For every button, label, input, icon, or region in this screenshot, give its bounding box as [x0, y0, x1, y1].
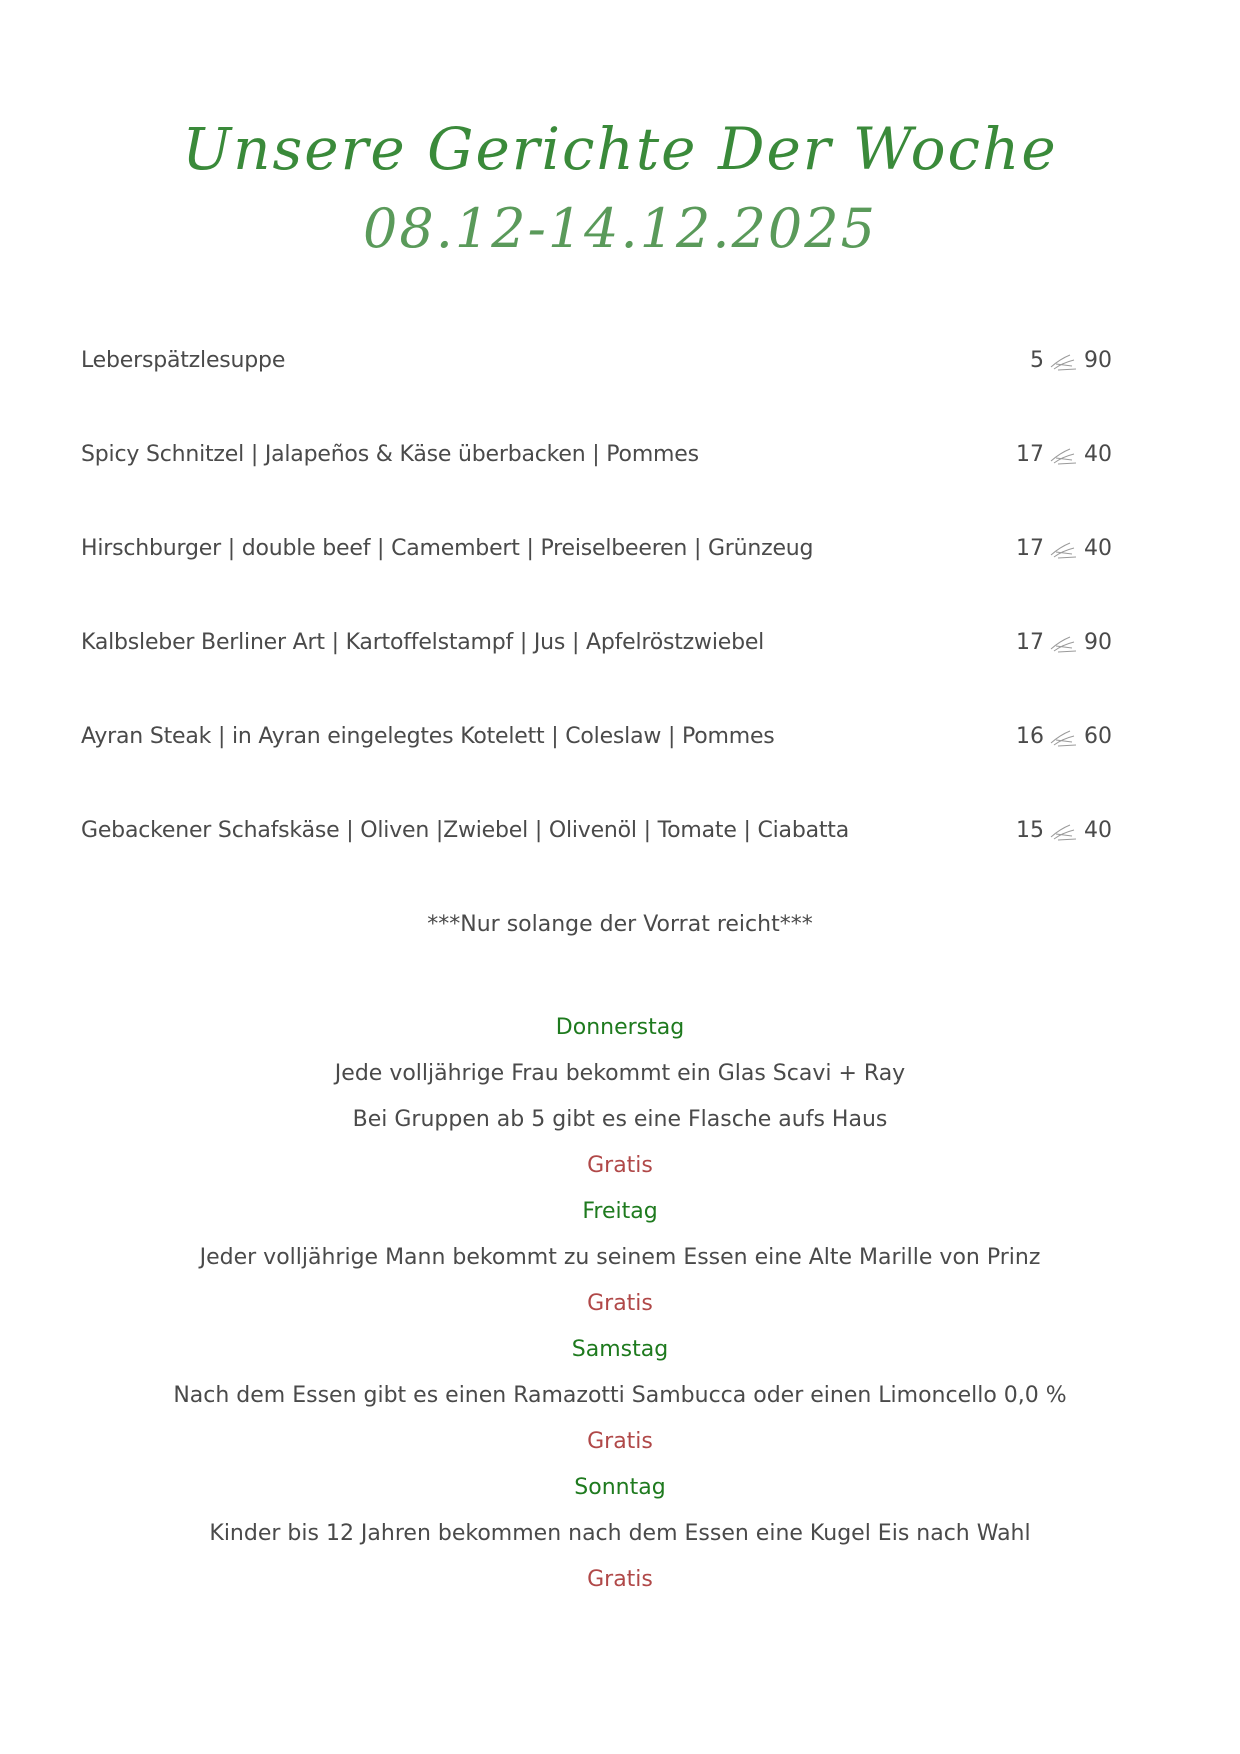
- dish-price: [1016, 536, 1126, 561]
- dish-name: Leberspätzlesuppe: [81, 348, 286, 373]
- euro-scribble-icon: [1048, 537, 1080, 561]
- special-description: Jede volljährige Frau bekommt ein Glas Scavi + Ray: [334, 1061, 906, 1086]
- menu-item: [81, 724, 1126, 818]
- menu-item: [81, 630, 1126, 724]
- stock-note: ***Nur solange der Vorrat reicht***: [427, 912, 813, 937]
- menu-item: [81, 818, 1126, 912]
- menu-item: [81, 442, 1126, 536]
- special-day-saturday: Samstag: [571, 1337, 669, 1362]
- page-title: [0, 115, 1240, 260]
- euro-scribble-icon: [1048, 631, 1080, 655]
- dish-price: [1016, 442, 1126, 467]
- special-day-thursday: Donnerstag: [555, 1015, 685, 1040]
- special-free-label: Gratis: [587, 1429, 653, 1454]
- euro-scribble-icon: [1048, 819, 1080, 843]
- dish-price: [1016, 818, 1126, 843]
- price-cents: 60: [1084, 724, 1112, 749]
- title-text: Unsere Gerichte Der Woche: [182, 115, 1058, 183]
- price-cents: 90: [1084, 630, 1112, 655]
- special-free-label: Gratis: [587, 1567, 653, 1592]
- dish-price: [1016, 348, 1126, 373]
- price-euros: 16: [1016, 724, 1044, 749]
- dish-name: Ayran Steak | in Ayran eingelegtes Kotelett | Coleslaw | Pommes: [81, 724, 775, 749]
- dish-price: [1016, 724, 1126, 749]
- price-euros: 17: [1016, 536, 1044, 561]
- price-euros: 17: [1016, 442, 1044, 467]
- special-description: Jeder volljährige Mann bekommt zu seinem Essen eine Alte Marille von Prinz: [199, 1245, 1041, 1270]
- euro-scribble-icon: [1048, 443, 1080, 467]
- menu-item: [81, 536, 1126, 630]
- special-description: Kinder bis 12 Jahren bekommen nach dem Essen eine Kugel Eis nach Wahl: [209, 1521, 1031, 1546]
- special-description: Bei Gruppen ab 5 gibt es eine Flasche aufs Haus: [352, 1107, 888, 1132]
- price-euros: 17: [1016, 630, 1044, 655]
- euro-scribble-icon: [1048, 349, 1080, 373]
- price-cents: 40: [1084, 818, 1112, 843]
- menu-list: [81, 348, 1126, 912]
- dish-name: Gebackener Schafskäse | Oliven |Zwiebel | Olivenöl | Tomate | Ciabatta: [81, 818, 849, 843]
- price-cents: 40: [1084, 536, 1112, 561]
- menu-item: [81, 348, 1126, 442]
- special-day-friday: Freitag: [582, 1199, 658, 1224]
- special-description: Nach dem Essen gibt es einen Ramazotti Sambucca oder einen Limoncello 0,0 %: [173, 1383, 1067, 1408]
- special-day-sunday: Sonntag: [574, 1475, 666, 1500]
- dish-price: [1016, 630, 1126, 655]
- price-cents: 40: [1084, 442, 1112, 467]
- dish-name: Spicy Schnitzel | Jalapeños & Käse überbacken | Pommes: [81, 442, 699, 467]
- dish-name: Kalbsleber Berliner Art | Kartoffelstampf | Jus | Apfelröstzwiebel: [81, 630, 765, 655]
- price-euros: 15: [1016, 818, 1044, 843]
- special-free-label: Gratis: [587, 1291, 653, 1316]
- euro-scribble-icon: [1048, 725, 1080, 749]
- price-euros: 5: [1030, 348, 1044, 373]
- dish-name: Hirschburger | double beef | Camembert | Preiselbeeren | Grünzeug: [81, 536, 814, 561]
- price-cents: 90: [1084, 348, 1112, 373]
- date-range: 08.12-14.12.2025: [362, 197, 878, 260]
- weekly-specials: [0, 1005, 1240, 1603]
- special-free-label: Gratis: [587, 1153, 653, 1178]
